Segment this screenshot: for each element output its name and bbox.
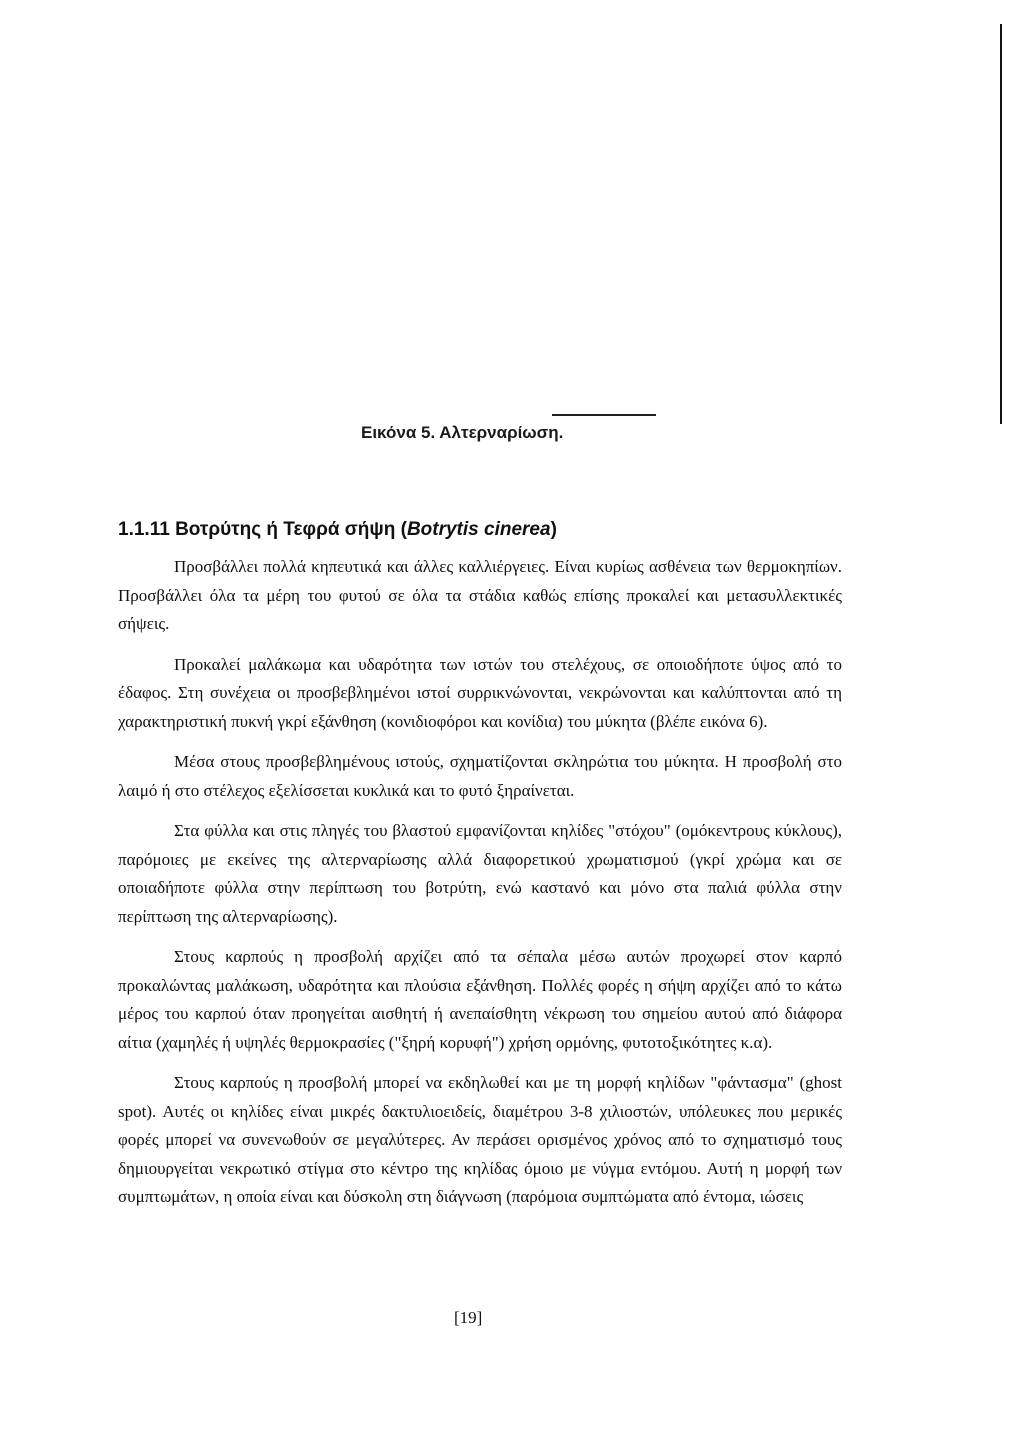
- page-number: [19]: [454, 1308, 483, 1327]
- paragraph: Προσβάλλει πολλά κηπευτικά και άλλες καλλιέργειες. Είναι κυρίως ασθένεια των θερμοκηπίων. Προσβάλλει όλα τα μέρη του φυτού σε όλα τα στάδια καθώς επίσης προκαλεί και μετασυλλεκτικές σήψεις.: [118, 557, 842, 633]
- body-text: [118, 553, 842, 1224]
- paragraph: Μέσα στους προσβεβλημένους ιστούς, σχηματίζονται σκληρώτια του μύκητα. Η προσβολή στο λαιμό ή στο στέλεχος εξελίσσεται κυκλικά και το φυτό ξηραίνεται.: [118, 752, 842, 800]
- paragraph: Στους καρπούς η προσβολή αρχίζει από τα σέπαλα μέσω αυτών προχωρεί στον καρπό προκαλώντας μαλάκωση, υδαρότητα και πλούσια εξάνθηση. Πολλές φορές η σήψη αρχίζει από το κάτω μέρος του καρπού όταν προηγείται αισθητή ή ανεπαίσθητη νέκρωση του σημείου αυτού από διάφορα αίτια (χαμηλές ή υψηλές θερμοκρασίες ("ξηρή κορυφή") χρήση ορμόνης, φυτοτοξικότητες κ.α).: [118, 947, 842, 1052]
- paragraph: Προκαλεί μαλάκωμα και υδαρότητα των ιστών του στελέχους, σε οποιοδήποτε ύψος από το έδαφος. Στη συνέχεια οι προσβεβλημένοι ιστοί συρρικνώνονται, νεκρώνονται και καλύπτονται από τη χαρακτηριστική πυκνή γκρί εξάνθηση (κονιδιοφόροι και κονίδια) του μύκητα (βλέπε εικόνα 6).: [118, 654, 842, 731]
- figure-caption: Εικόνα 5. Αλτερναρίωση.: [361, 423, 564, 442]
- paragraph: Στα φύλλα και στις πληγές του βλαστού εμφανίζονται κηλίδες "στόχου" (ομόκεντρους κύκλους), παρόμοιες με εκείνες της αλτερναρίωσης αλλά διαφορετικού χρωματισμού (γκρί χρώμα και σε οποιαδήποτε φύλλα στην περίπτωση του βοτρύτη, ενώ καστανό και μόνο στα παλιά φύλλα στην περίπτωση της αλτερναρίωσης).: [118, 821, 842, 926]
- section-latin-name: Botrytis cinerea: [406, 519, 551, 540]
- paragraph: Στους καρπούς η προσβολή μπορεί να εκδηλωθεί και με τη μορφή κηλίδων "φάντασμα" (ghost spot). Αυτές οι κηλίδες είναι μικρές δακτυλιοειδείς, διαμέτρου 3-8 χιλιοστών, υπόλευκες που μερικές φορές μπορεί να συνενωθούν σε μεγαλύτερες. Αν περάσει ορισμένος χρόνος από το σχηματισμό τους δημιουργείται νεκρωτικό στίγμα στο κέντρο της κηλίδας όμοιο με νύγμα εντόμου. Αυτή η μορφή των συμπτωμάτων, η οποία είναι και δύσκολη στη διάγνωση (παρόμοια συμπτώματα από έντομα, ιώσεις: [118, 1073, 842, 1206]
- section-title: Βοτρύτης ή Τεφρά σήψη (: [175, 519, 407, 540]
- section-number: 1.1.11: [118, 519, 170, 540]
- figure-rule: [552, 414, 656, 416]
- section-title-end: ): [550, 519, 557, 540]
- scan-border-line: [1000, 24, 1002, 424]
- section-heading: [118, 519, 557, 541]
